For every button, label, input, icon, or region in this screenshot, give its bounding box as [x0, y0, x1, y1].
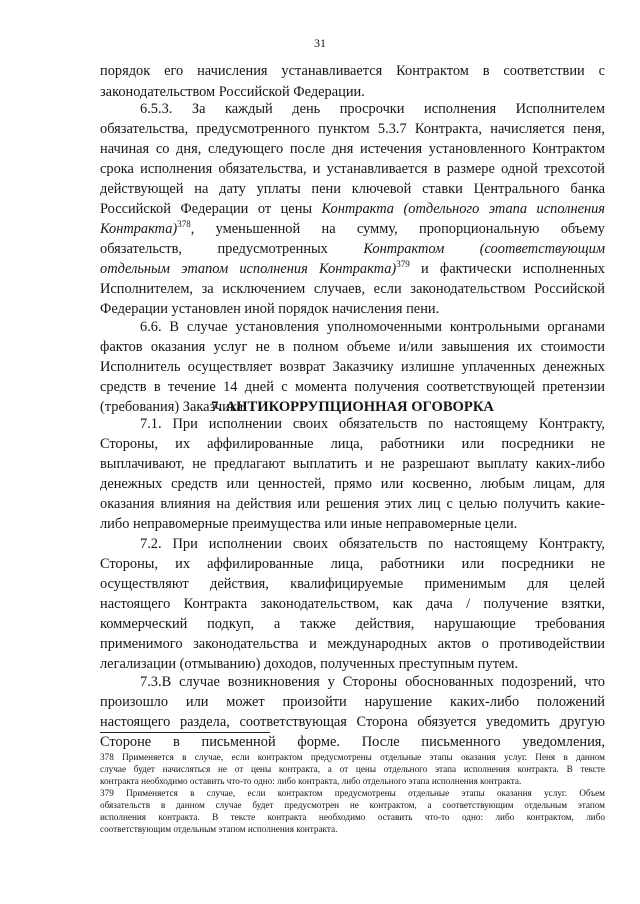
text-run: , уменьшенной на сумму, пропорциональную объему — [190, 221, 605, 237]
text-run: коммерческий подкуп, а также действия, нарушающие требования — [100, 616, 605, 632]
section-line — [100, 496, 605, 513]
text-run: обязательств, предусмотренных — [100, 241, 364, 257]
body-line — [140, 101, 605, 118]
text-run: законодательством Российской Федерации. — [100, 84, 365, 100]
section-line — [100, 596, 605, 613]
body-line — [100, 181, 605, 198]
body-line — [100, 301, 605, 318]
text-run: оказания влияния на действия или решения этих лиц с целью получить какие- — [100, 496, 605, 512]
footnote-line: 378 Применяется в случае, если контрактом предусмотрены отдельные этапы оказания услуг. Пеня в данном — [100, 752, 605, 762]
footnote-separator — [100, 732, 270, 733]
text-run: легализации (отмыванию) доходов, полученных преступным путем. — [100, 656, 519, 672]
body-line — [100, 141, 605, 158]
body-line — [100, 281, 605, 298]
text-run: Федерации установлен иной порядок начисления пени. — [100, 301, 440, 317]
section-line — [140, 416, 605, 433]
section-line — [100, 556, 605, 573]
text-run: Стороны, их аффилированные лица, работники или посредники не — [100, 436, 605, 452]
text-run: Контракта (отдельного этапа исполнения — [321, 201, 605, 217]
section-heading: 7. АНТИКОРРУПЦИОННАЯ ОГОВОРКА — [211, 399, 494, 415]
section-line — [100, 616, 605, 633]
text-run: Исполнитель осуществляет возврат Заказчику излишне уплаченных денежных — [100, 359, 605, 375]
text-run: произошло или может произойти нарушение каких-либо положений — [100, 694, 605, 710]
body-line — [100, 63, 605, 80]
text-run: обязательства, предусмотренного пунктом 5.3.7 Контракта, начисляется пеня, — [100, 121, 605, 137]
section-line — [100, 656, 605, 673]
text-run: Стороне в письменной форме. После письменного уведомления, — [100, 734, 605, 750]
body-line — [100, 84, 605, 101]
text-run: порядок его начисления устанавливается Контрактом в соответствии с — [100, 63, 605, 79]
text-run: 7.1. При исполнении своих обязательств по настоящему Контракту, — [140, 416, 605, 432]
body-line — [100, 221, 605, 238]
footnote-line: контракта необходимо оставить что-то одно: либо контракта, либо отдельного этапа исполнения контракта. — [100, 776, 522, 786]
text-run: Исполнителем, за исключением случаев, если законодательством Российской — [100, 281, 605, 297]
section-line — [100, 714, 605, 731]
footnote-ref: 378 — [177, 219, 191, 229]
body-line — [100, 359, 605, 376]
text-run: Стороны, их аффилированные лица, работники или посредники не — [100, 556, 605, 572]
text-run: осуществляют действия, квалифицируемые применимым для целей — [100, 576, 605, 592]
footnote-ref: 379 — [396, 259, 410, 269]
text-run: фактов оказания услуг не в полном объеме и/или завышения их стоимости — [100, 339, 605, 355]
text-run: (требования) Заказчика. — [100, 399, 247, 415]
section-line — [100, 456, 605, 473]
body-line — [100, 339, 605, 356]
section-line — [100, 636, 605, 653]
footnote-line: обязательств в данном случае будет предусмотрен не контрактом, а соответствующим отдельным этапом — [100, 800, 605, 810]
footnote-line: случае будет начисляться не от цены контракта, а от цены отдельного этапа исполнения контракта. В тексте — [100, 764, 605, 774]
text-run: применимого законодательства и международных актов о противодействии — [100, 636, 605, 652]
body-line — [100, 121, 605, 138]
section-line — [100, 436, 605, 453]
section-line — [100, 576, 605, 593]
footnote-line: 379 Применяется в случае, если контрактом предусмотрены отдельные этапы оказания услуг. Объем — [100, 788, 605, 798]
section-line — [140, 674, 605, 691]
section-line — [100, 476, 605, 493]
text-run: 6.5.3. За каждый день просрочки исполнения Исполнителем — [140, 101, 605, 117]
section-line — [140, 536, 605, 553]
body-line — [100, 161, 605, 178]
text-run: действующей на дату уплаты пени ключевой ставки Центрального банка — [100, 181, 605, 197]
footnote-line: соответствующим отдельным этапом исполнения контракта. — [100, 824, 338, 834]
text-run: Контрактом (соответствующим — [363, 241, 605, 257]
text-run: настоящего Контракта законодательством, как дача / получение взятки, — [100, 596, 605, 612]
text-run: 7.2. При исполнении своих обязательств по настоящему Контракту, — [140, 536, 605, 552]
text-run: Российской Федерации от цены — [100, 201, 322, 217]
text-run: срока исполнения обязательства, и устанавливается в размере одной трехсотой — [100, 161, 605, 177]
text-run: 7.3.В случае возникновения у Стороны обоснованных подозрений, что — [140, 674, 605, 690]
body-line — [100, 261, 605, 278]
section-line — [100, 694, 605, 711]
text-run: начиная со дня, следующего после дня истечения установленного Контрактом — [100, 141, 605, 157]
section-line — [100, 734, 605, 751]
body-line — [100, 201, 605, 218]
text-run: и фактически исполненных — [409, 261, 605, 277]
text-run: средств в течение 14 дней с момента получения соответствующей претензии — [100, 379, 605, 395]
text-run: либо неправомерные преимущества или иные неправомерные цели. — [100, 516, 518, 532]
text-run: 6.6. В случае установления уполномоченными контрольными органами — [140, 319, 605, 335]
section-line — [100, 516, 605, 533]
footnote-line: исполнения контракта. В тексте контракта необходимо оставить что-то одно: либо контрактом, либо — [100, 812, 605, 822]
text-run: отдельным этапом исполнения Контракта) — [100, 261, 397, 277]
body-line — [140, 319, 605, 336]
text-run: настоящего раздела, соответствующая Сторона обязуется уведомить другую — [100, 714, 605, 730]
text-run: выплачивают, не предлагают выплатить и не разрешают выплату каких-либо — [100, 456, 605, 472]
body-line — [100, 241, 605, 258]
text-run: денежных средств или ценностей, прямо или косвенно, любым лицам, для — [100, 476, 605, 492]
text-run: Контракта) — [100, 221, 178, 237]
page-number: 31 — [314, 36, 326, 50]
body-line — [100, 379, 605, 396]
